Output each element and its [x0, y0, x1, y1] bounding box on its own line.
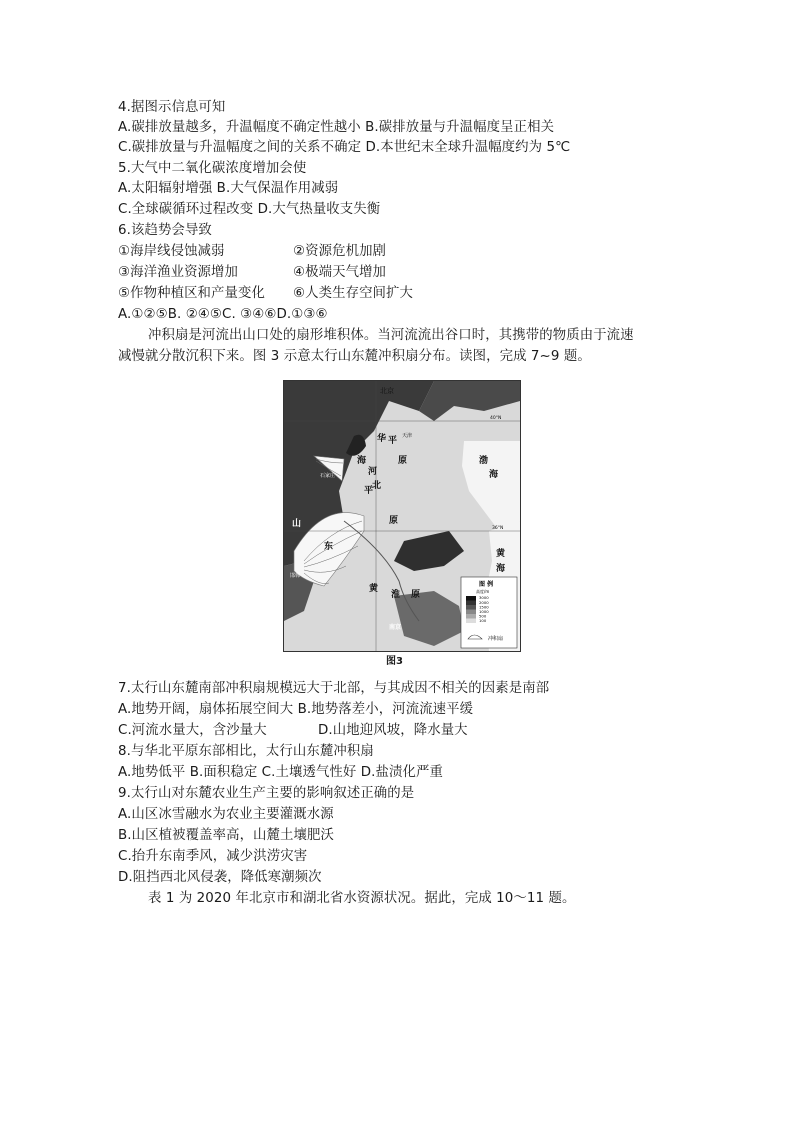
label-nanjing: 南京 [389, 624, 402, 631]
map-svg [284, 381, 520, 651]
label-hua: 华 [377, 434, 387, 444]
legend-level-2: 2000 [479, 600, 489, 605]
q7-option-d: D.山地迎风坡，降水量大 [318, 723, 468, 738]
legend-level-5: 500 [479, 613, 487, 619]
legend-swatch-3 [466, 605, 476, 610]
legend-swatch-1 [466, 596, 476, 601]
label-yuan-2: 原 [389, 516, 399, 526]
q5-stem: 5.大气中二氧化碳浓度增加会使 [118, 161, 307, 176]
label-shijiazhuang: 石家庄 [320, 473, 336, 479]
legend-swatch-6 [466, 619, 476, 624]
q6-option-2: ②资源危机加剧 [293, 244, 387, 259]
figure-caption: 图3 [386, 656, 403, 667]
label-dong: 东 [324, 542, 334, 552]
intro-line-2: 减慢就分散沉积下来。图 3 示意太行山东麓冲积扇分布。读图，完成 7~9 题。 [118, 349, 591, 364]
legend-swatch-2 [466, 601, 476, 606]
label-beijing: 北京 [380, 387, 394, 395]
label-lat-40: 40°N [490, 416, 502, 421]
q6-choices: A.①②⑤B. ②④⑤C. ③④⑥D.①③⑥ [118, 307, 328, 322]
legend-level-4: 1000 [479, 609, 489, 614]
label-hai: 海 [357, 456, 367, 466]
label-bei: 北 [372, 481, 382, 491]
legend-level-6: 100 [479, 618, 487, 623]
label-handan: 邯郸 [290, 573, 301, 579]
q7-option-c: C.河流水量大，含沙量大 [118, 723, 267, 738]
legend-swatch-4 [466, 610, 476, 615]
label-ping-2: 平 [364, 486, 374, 496]
q9-option-c: C.抬升东南季风，减少洪涝灾害 [118, 849, 308, 864]
legend-fan-label: 冲积扇 [488, 636, 504, 642]
q8-choices: A.地势低平 B.面积稳定 C.土壤透气性好 D.盐渍化严重 [118, 765, 443, 780]
q6-option-4: ④极端天气增加 [293, 265, 387, 280]
label-he: 河 [368, 467, 378, 477]
legend-swatch-5 [466, 614, 476, 619]
q9-option-b: B.山区植被覆盖率高，山麓土壤肥沃 [118, 828, 335, 843]
label-bohai: 渤 [479, 456, 489, 466]
q5-options-cd: C.全球碳循环过程改变 D.大气热量收支失衡 [118, 202, 381, 217]
label-bohai-2: 海 [489, 470, 499, 480]
label-huai: 淮 [391, 590, 401, 600]
label-huanghai: 黄 [496, 549, 506, 559]
intro-line-1: 冲积扇是河流出山口处的扇形堆积体。当河流流出谷口时，其携带的物质由于流速 [148, 328, 634, 343]
q6-option-6: ⑥人类生存空间扩大 [293, 286, 414, 301]
legend-level-1: 3000 [479, 595, 489, 600]
q6-option-1: ①海岸线侵蚀减弱 [118, 244, 225, 259]
table-intro: 表 1 为 2020 年北京市和湖北省水资源状况。据此，完成 10～11 题。 [148, 891, 576, 906]
legend-title: 图 例 [479, 581, 494, 588]
q4-stem: 4.据图示信息可知 [118, 100, 226, 115]
label-tianjin: 天津 [402, 433, 413, 439]
label-shan: 山 [292, 519, 302, 529]
legend-unit: 高度/m [476, 589, 490, 594]
q9-option-a: A.山区冰雪融水为农业主要灌溉水源 [118, 807, 334, 822]
q6-stem: 6.该趋势会导致 [118, 223, 212, 238]
q7-stem: 7.太行山东麓南部冲积扇规模远大于北部，与其成因不相关的因素是南部 [118, 681, 550, 696]
q7-options-ab: A.地势开阔，扇体拓展空间大 B.地势落差小，河流流速平缓 [118, 702, 474, 717]
q9-stem: 9.太行山对东麓农业生产主要的影响叙述正确的是 [118, 786, 415, 801]
q4-options-cd: C.碳排放量与升温幅度之间的关系不确定 D.本世纪末全球升温幅度约为 5℃ [118, 140, 571, 155]
q9-option-d: D.阻挡西北风侵袭，降低寒潮频次 [118, 870, 322, 885]
q5-options-ab: A.太阳辐射增强 B.大气保温作用减弱 [118, 181, 339, 196]
label-yuan-3: 原 [411, 590, 421, 600]
alluvial-fan-map [283, 380, 521, 652]
label-huanghai-2: 海 [496, 564, 506, 574]
q6-option-3: ③海洋渔业资源增加 [118, 265, 239, 280]
label-ping: 平 [388, 436, 398, 446]
map-legend [461, 577, 517, 648]
q4-options-ab: A.碳排放量越多，升温幅度不确定性越小 B.碳排放量与升温幅度呈正相关 [118, 120, 555, 135]
label-huang: 黄 [369, 584, 379, 594]
q8-stem: 8.与华北平原东部相比，太行山东麓冲积扇 [118, 744, 374, 759]
label-lat-36: 36°N [492, 526, 504, 531]
q6-option-5: ⑤作物种植区和产量变化 [118, 286, 266, 301]
label-yuan: 原 [398, 456, 408, 466]
legend-level-3: 1500 [479, 604, 489, 610]
